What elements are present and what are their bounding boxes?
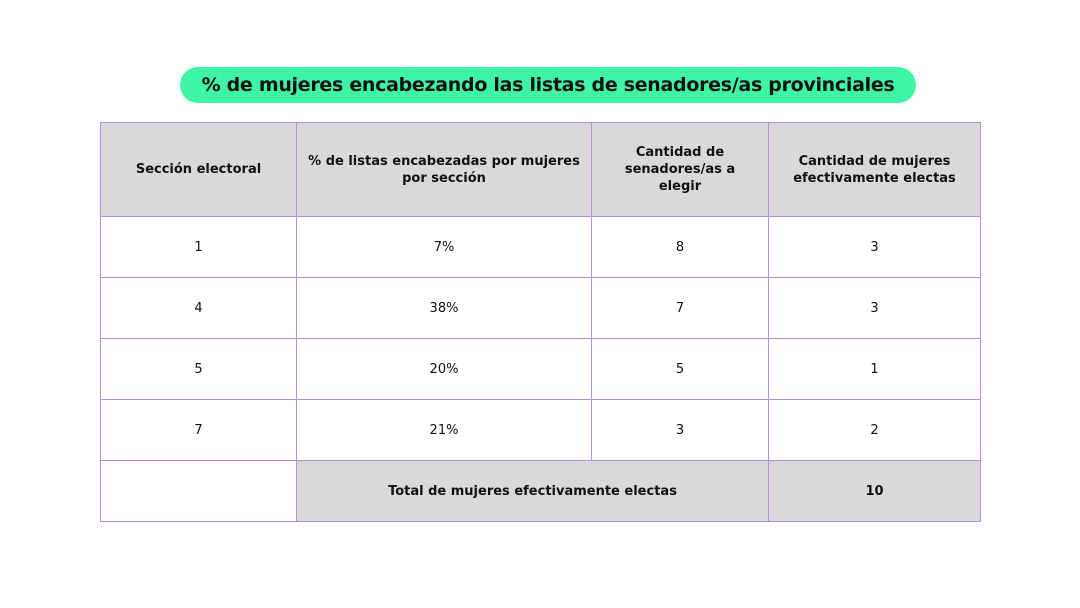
table-row: [101, 339, 981, 400]
cell-senadores: 5: [592, 339, 769, 400]
total-value: 10: [769, 461, 981, 522]
total-row: [101, 461, 981, 522]
cell-porcentaje: 21%: [297, 400, 592, 461]
cell-electas: 3: [769, 217, 981, 278]
cell-electas: 1: [769, 339, 981, 400]
header-mujeres-electas: Cantidad de mujeres efectivamente electas: [769, 123, 981, 217]
cell-electas: 3: [769, 278, 981, 339]
cell-senadores: 8: [592, 217, 769, 278]
table-row: [101, 217, 981, 278]
cell-porcentaje: 20%: [297, 339, 592, 400]
cell-porcentaje: 38%: [297, 278, 592, 339]
header-seccion: Sección electoral: [101, 123, 297, 217]
cell-porcentaje: 7%: [297, 217, 592, 278]
total-label: Total de mujeres efectivamente electas: [297, 461, 769, 522]
header-porcentaje: % de listas encabezadas por mujeres por sección: [297, 123, 592, 217]
table-header-row: [101, 123, 981, 217]
cell-electas: 2: [769, 400, 981, 461]
empty-cell: [101, 461, 297, 522]
cell-seccion: 1: [101, 217, 297, 278]
results-table: [100, 122, 981, 522]
table-row: [101, 278, 981, 339]
cell-senadores: 3: [592, 400, 769, 461]
cell-seccion: 4: [101, 278, 297, 339]
cell-seccion: 5: [101, 339, 297, 400]
cell-seccion: 7: [101, 400, 297, 461]
page-title: % de mujeres encabezando las listas de senadores/as provinciales: [180, 67, 916, 103]
table-row: [101, 400, 981, 461]
header-cantidad-senadores: Cantidad de senadores/as a elegir: [592, 123, 769, 217]
cell-senadores: 7: [592, 278, 769, 339]
